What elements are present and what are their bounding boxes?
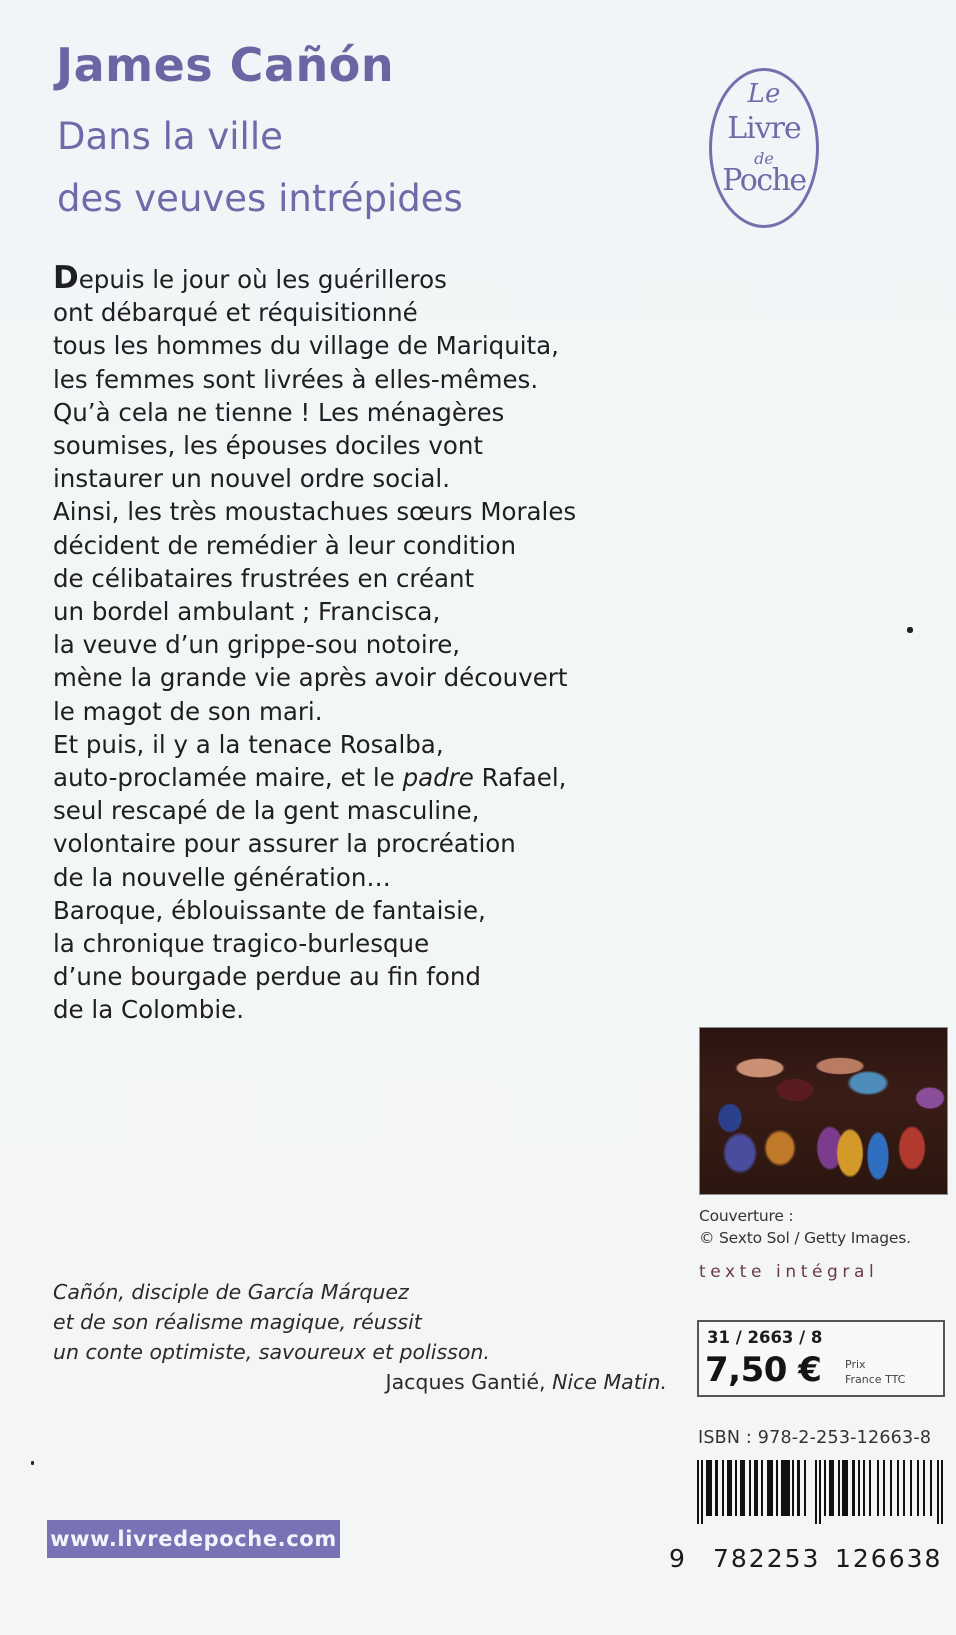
barcode-digits-left: 782253 <box>713 1544 821 1573</box>
blurb-line: tous les hommes du village de Mariquita, <box>53 331 559 361</box>
blurb-line: Baroque, éblouissante de fantaisie, <box>53 895 486 925</box>
blurb-line: la veuve d’un grippe-sou notoire, <box>53 630 461 660</box>
barcode-digit-first: 9 <box>669 1544 687 1573</box>
blurb-line: instaurer un nouvel ordre social. <box>53 464 450 494</box>
price-amount: 7,50 € <box>705 1350 822 1390</box>
logo-de: de <box>754 149 774 168</box>
author-name: James Cañón <box>56 38 395 92</box>
cover-image <box>699 1027 948 1195</box>
catalog-code: 31 / 2663 / 8 <box>707 1328 823 1347</box>
blurb-line: auto-proclamée maire, et le padre Rafael, <box>53 763 567 793</box>
blurb-line: Ainsi, les très moustachues sœurs Morales <box>53 497 577 527</box>
blurb-line: Depuis le jour où les guérilleros <box>53 260 447 296</box>
blurb-line: le magot de son mari. <box>53 696 323 726</box>
blurb-line: de la nouvelle génération… <box>53 862 391 892</box>
blurb-line: les femmes sont livrées à elles-mêmes. <box>53 364 539 394</box>
credit-text: © Sexto Sol / Getty Images. <box>699 1229 911 1247</box>
quote-line: et de son réalisme magique, réussit <box>53 1310 422 1334</box>
print-speck <box>31 1461 34 1465</box>
publisher-logo <box>709 68 819 228</box>
blurb-line: de célibataires frustrées en créant <box>53 563 475 593</box>
quote-line: Cañón, disciple de García Márquez <box>53 1280 409 1304</box>
italic-padre: padre <box>402 763 474 793</box>
blurb-line: volontaire pour assurer la procréation <box>53 829 516 859</box>
drop-cap: D <box>53 260 79 296</box>
blurb-line: soumises, les épouses dociles vont <box>53 431 483 461</box>
blurb-line: Qu’à cela ne tienne ! Les ménagères <box>53 397 505 427</box>
price-label-1: Prix <box>845 1358 866 1371</box>
book-blurb <box>53 262 693 1027</box>
cover-credit <box>699 1205 911 1249</box>
book-title-line-2: des veuves intrépides <box>57 177 463 220</box>
quote-source: Jacques Gantié, Nice Matin. <box>385 1370 667 1394</box>
barcode <box>697 1460 949 1540</box>
blurb-line: ont débarqué et réquisitionné <box>53 298 418 328</box>
blurb-line: Et puis, il y a la tenace Rosalba, <box>53 729 444 759</box>
logo-livre: Livre <box>727 111 801 146</box>
book-title-line-1: Dans la ville <box>57 115 283 158</box>
isbn-label: ISBN : 978-2-253-12663-8 <box>698 1428 932 1448</box>
blurb-line: un bordel ambulant ; Francisca, <box>53 597 441 627</box>
logo-le: Le <box>747 79 781 109</box>
print-speck <box>907 627 913 633</box>
publisher-url-link[interactable]: www.livredepoche.com <box>47 1520 340 1558</box>
texte-integral-label: texte intégral <box>699 1262 879 1282</box>
blurb-line: seul rescapé de la gent masculine, <box>53 796 480 826</box>
price-box <box>697 1320 945 1397</box>
blurb-line: d’une bourgade perdue au fin fond <box>53 962 481 992</box>
logo-poche: Poche <box>722 163 806 198</box>
blurb-line: mène la grande vie après avoir découvert <box>53 663 568 693</box>
credit-label: Couverture : <box>699 1207 794 1225</box>
blurb-line: de la Colombie. <box>53 995 244 1025</box>
barcode-digits-right: 126638 <box>835 1544 943 1573</box>
blurb-line: décident de remédier à leur condition <box>53 530 517 560</box>
barcode-icon <box>697 1460 949 1524</box>
price-label-2: France TTC <box>845 1373 906 1386</box>
blurb-line: la chronique tragico-burlesque <box>53 929 430 959</box>
review-quote <box>53 1277 673 1397</box>
quote-line: un conte optimiste, savoureux et polisson. <box>53 1340 490 1364</box>
